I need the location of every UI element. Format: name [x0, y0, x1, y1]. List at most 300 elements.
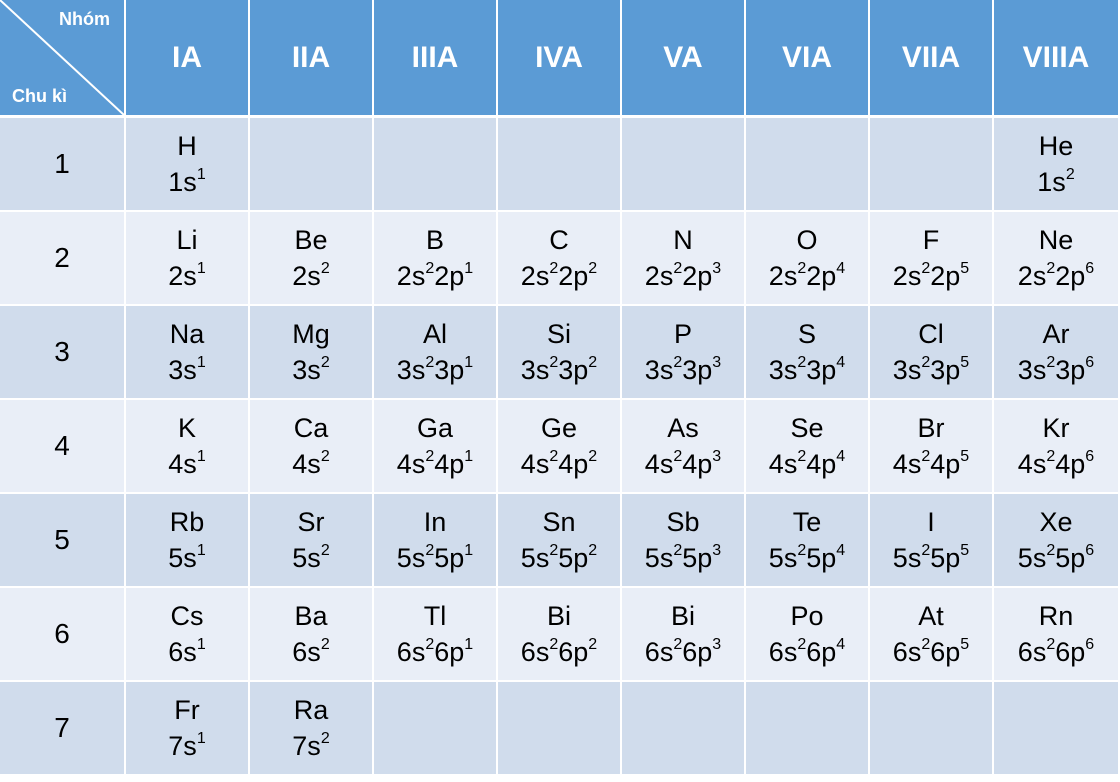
orbital: 4p: [558, 449, 589, 479]
element-cell: [994, 118, 1118, 210]
element-cell: [250, 306, 372, 398]
orbital: 2p: [806, 261, 837, 291]
element-cell: [622, 588, 744, 680]
empty-cell: [250, 118, 372, 210]
electron-count: 2: [549, 354, 559, 371]
orbital: 7s: [168, 731, 197, 761]
orbital: 7s: [292, 731, 321, 761]
element-cell: [622, 400, 744, 492]
element-symbol: N: [673, 225, 693, 255]
electron-configuration: [769, 446, 845, 482]
electron-count: 2: [1065, 166, 1075, 183]
electron-count: 2: [320, 636, 330, 653]
orbital: 5s: [644, 543, 674, 573]
element-cell: [374, 494, 496, 586]
empty-cell: [994, 682, 1118, 774]
electron-count: 2: [588, 260, 598, 277]
electron-count: 6: [1085, 542, 1095, 559]
electron-count: 2: [1046, 260, 1056, 277]
electron-configuration: [1018, 258, 1094, 294]
electron-count: 2: [1046, 448, 1056, 465]
electron-count: 2: [549, 448, 559, 465]
electron-count: 2: [320, 260, 330, 277]
orbital: 4p: [806, 449, 837, 479]
electron-count: 2: [1046, 354, 1056, 371]
element-cell: [498, 400, 620, 492]
electron-count: 2: [549, 636, 559, 653]
element-symbol: Li: [176, 225, 198, 255]
element-cell: [746, 588, 868, 680]
orbital: 5p: [682, 543, 713, 573]
orbital: 5s: [768, 543, 798, 573]
electron-count: 2: [320, 542, 330, 559]
orbital: 3s: [292, 355, 321, 385]
element-symbol: Ca: [293, 413, 329, 443]
element-cell: [870, 588, 992, 680]
element-symbol: Cs: [170, 601, 204, 631]
period-label: 2: [0, 212, 124, 304]
electron-configuration: [168, 728, 205, 764]
electron-count: 1: [196, 542, 206, 559]
orbital: 6s: [1017, 637, 1047, 667]
element-cell: [374, 306, 496, 398]
orbital: 6s: [396, 637, 426, 667]
orbital: 4p: [682, 449, 713, 479]
electron-count: 2: [797, 636, 807, 653]
element-symbol: Sn: [542, 507, 576, 537]
element-cell: [374, 588, 496, 680]
electron-count: 2: [797, 448, 807, 465]
orbital: 3p: [806, 355, 837, 385]
electron-count: 2: [588, 448, 598, 465]
electron-count: 5: [960, 448, 970, 465]
period-label: 1: [0, 118, 124, 210]
element-cell: [994, 588, 1118, 680]
group-header-viia: VIIA: [870, 0, 992, 115]
electron-configuration: [1018, 634, 1094, 670]
electron-count: 6: [1085, 260, 1095, 277]
element-cell: [870, 400, 992, 492]
electron-count: 2: [797, 542, 807, 559]
orbital: 3s: [768, 355, 798, 385]
element-symbol: Bi: [670, 601, 695, 631]
element-symbol: P: [673, 319, 692, 349]
orbital: 2s: [292, 261, 321, 291]
electron-count: 4: [836, 354, 846, 371]
electron-configuration: [292, 634, 329, 670]
orbital: 2p: [434, 261, 465, 291]
element-symbol: Ba: [294, 601, 328, 631]
electron-configuration: [645, 352, 721, 388]
element-symbol: Ge: [540, 413, 578, 443]
empty-cell: [622, 118, 744, 210]
orbital: 2s: [644, 261, 674, 291]
orbital: 6s: [644, 637, 674, 667]
orbital: 5p: [434, 543, 465, 573]
orbital: 2s: [396, 261, 426, 291]
electron-count: 2: [425, 636, 435, 653]
element-symbol: He: [1038, 131, 1074, 161]
orbital: 2s: [768, 261, 798, 291]
electron-count: 1: [196, 166, 206, 183]
electron-configuration: [769, 540, 845, 576]
electron-configuration: [893, 258, 969, 294]
electron-count: 2: [425, 448, 435, 465]
period-label: 5: [0, 494, 124, 586]
element-cell: [870, 306, 992, 398]
electron-count: 1: [464, 636, 474, 653]
electron-configuration: [769, 634, 845, 670]
electron-configuration: [769, 258, 845, 294]
orbital: 5p: [806, 543, 837, 573]
electron-count: 2: [673, 260, 683, 277]
orbital: 4s: [168, 449, 197, 479]
electron-count: 1: [196, 448, 206, 465]
electron-configuration: [645, 540, 721, 576]
electron-count: 2: [673, 636, 683, 653]
electron-configuration: [292, 540, 329, 576]
empty-cell: [374, 682, 496, 774]
orbital: 4p: [1055, 449, 1086, 479]
empty-cell: [498, 118, 620, 210]
element-symbol: O: [796, 225, 818, 255]
orbital: 2s: [520, 261, 550, 291]
element-cell: [126, 400, 248, 492]
element-cell: [994, 400, 1118, 492]
electron-count: 2: [797, 354, 807, 371]
orbital: 3s: [168, 355, 197, 385]
orbital: 5s: [168, 543, 197, 573]
period-label: 3: [0, 306, 124, 398]
electron-count: 5: [960, 354, 970, 371]
orbital: 6s: [768, 637, 798, 667]
electron-configuration: [521, 446, 597, 482]
electron-configuration: [769, 352, 845, 388]
element-symbol: Sb: [666, 507, 700, 537]
electron-count: 5: [960, 542, 970, 559]
orbital: 2s: [892, 261, 922, 291]
group-header-iiia: IIIA: [374, 0, 496, 115]
electron-count: 4: [836, 542, 846, 559]
empty-cell: [374, 118, 496, 210]
orbital: 2p: [558, 261, 589, 291]
electron-configuration: [168, 352, 205, 388]
element-symbol: Ga: [416, 413, 454, 443]
element-cell: [870, 212, 992, 304]
empty-cell: [746, 118, 868, 210]
orbital: 2p: [1055, 261, 1086, 291]
corner-header: [0, 0, 124, 115]
orbital: 5p: [558, 543, 589, 573]
element-cell: [622, 212, 744, 304]
empty-cell: [870, 118, 992, 210]
element-cell: [746, 400, 868, 492]
orbital: 4s: [1017, 449, 1047, 479]
electron-count: 1: [464, 542, 474, 559]
orbital: 2s: [1017, 261, 1047, 291]
electron-count: 1: [464, 354, 474, 371]
orbital: 6p: [558, 637, 589, 667]
element-symbol: As: [667, 413, 699, 443]
orbital: 4s: [892, 449, 922, 479]
element-cell: [374, 400, 496, 492]
element-symbol: Cl: [918, 319, 944, 349]
electron-count: 4: [836, 448, 846, 465]
electron-count: 6: [1085, 354, 1095, 371]
element-cell: [250, 400, 372, 492]
orbital: 3p: [558, 355, 589, 385]
group-corner-label: Nhóm: [59, 9, 110, 29]
orbital: 6p: [682, 637, 713, 667]
group-header-iva: IVA: [498, 0, 620, 115]
electron-configuration: [1018, 352, 1094, 388]
orbital: 3p: [682, 355, 713, 385]
element-cell: [498, 588, 620, 680]
electron-count: 2: [588, 542, 598, 559]
electron-count: 2: [588, 354, 598, 371]
electron-configuration: [1018, 446, 1094, 482]
electron-count: 2: [549, 542, 559, 559]
electron-count: 1: [464, 260, 474, 277]
orbital: 5s: [520, 543, 550, 573]
element-symbol: S: [797, 319, 816, 349]
element-symbol: In: [423, 507, 447, 537]
orbital: 6p: [434, 637, 465, 667]
element-symbol: B: [425, 225, 444, 255]
element-cell: [498, 212, 620, 304]
element-cell: [374, 212, 496, 304]
element-cell: [994, 306, 1118, 398]
orbital: 4s: [644, 449, 674, 479]
element-symbol: F: [922, 225, 940, 255]
element-cell: [250, 494, 372, 586]
electron-configuration: [397, 446, 473, 482]
electron-count: 2: [320, 730, 330, 747]
electron-count: 2: [425, 260, 435, 277]
electron-count: 4: [836, 260, 846, 277]
orbital: 4p: [434, 449, 465, 479]
electron-count: 2: [797, 260, 807, 277]
element-symbol: Se: [790, 413, 824, 443]
element-cell: [126, 588, 248, 680]
electron-configuration: [397, 540, 473, 576]
orbital: 6s: [520, 637, 550, 667]
electron-count: 2: [549, 260, 559, 277]
element-symbol: Ra: [293, 695, 329, 725]
element-symbol: Na: [169, 319, 205, 349]
element-symbol: Mg: [292, 319, 330, 349]
electron-configuration: [168, 540, 205, 576]
electron-count: 2: [425, 542, 435, 559]
orbital: 5s: [396, 543, 426, 573]
element-symbol: Te: [792, 507, 822, 537]
electron-configuration: [292, 258, 329, 294]
element-symbol: Sr: [297, 507, 325, 537]
element-symbol: I: [927, 507, 935, 537]
electron-count: 2: [921, 260, 931, 277]
electron-configuration: [397, 634, 473, 670]
electron-configuration: [521, 540, 597, 576]
electron-configuration: [168, 634, 205, 670]
orbital: 6p: [930, 637, 961, 667]
element-cell: [126, 306, 248, 398]
electron-configuration: [292, 352, 329, 388]
element-cell: [126, 118, 248, 210]
orbital: 1s: [168, 167, 197, 197]
electron-configuration: [893, 352, 969, 388]
element-symbol: Tl: [423, 601, 447, 631]
element-cell: [994, 494, 1118, 586]
element-symbol: H: [177, 131, 197, 161]
element-cell: [126, 212, 248, 304]
electron-count: 2: [1046, 636, 1056, 653]
period-label: 7: [0, 682, 124, 774]
element-cell: [870, 494, 992, 586]
electron-count: 2: [425, 354, 435, 371]
orbital: 6s: [892, 637, 922, 667]
element-cell: [126, 682, 248, 774]
element-cell: [622, 494, 744, 586]
electron-count: 2: [921, 542, 931, 559]
empty-cell: [870, 682, 992, 774]
period-label: 4: [0, 400, 124, 492]
electron-count: 5: [960, 636, 970, 653]
orbital: 6p: [806, 637, 837, 667]
element-symbol: Po: [790, 601, 824, 631]
electron-configuration: [521, 634, 597, 670]
orbital: 3p: [434, 355, 465, 385]
orbital: 6s: [168, 637, 197, 667]
element-cell: [746, 306, 868, 398]
element-symbol: Rb: [169, 507, 205, 537]
period-corner-label: Chu kì: [12, 86, 68, 106]
element-cell: [746, 212, 868, 304]
electron-configuration: [893, 540, 969, 576]
orbital: 4s: [520, 449, 550, 479]
electron-count: 3: [712, 636, 722, 653]
element-symbol: Rn: [1038, 601, 1074, 631]
electron-count: 3: [712, 542, 722, 559]
orbital: 5p: [1055, 543, 1086, 573]
orbital: 3s: [520, 355, 550, 385]
electron-count: 1: [196, 260, 206, 277]
electron-count: 2: [320, 354, 330, 371]
electron-configuration: [893, 446, 969, 482]
element-cell: [994, 212, 1118, 304]
electron-configuration: [292, 446, 329, 482]
orbital: 6s: [292, 637, 321, 667]
element-symbol: Al: [422, 319, 447, 349]
orbital: 5s: [892, 543, 922, 573]
electron-count: 1: [196, 730, 206, 747]
element-symbol: Fr: [174, 695, 200, 725]
electron-configuration: [168, 258, 205, 294]
group-header-iia: IIA: [250, 0, 372, 115]
electron-count: 2: [673, 354, 683, 371]
electron-count: 5: [960, 260, 970, 277]
group-header-va: VA: [622, 0, 744, 115]
electron-count: 2: [673, 542, 683, 559]
electron-count: 3: [712, 448, 722, 465]
element-cell: [250, 212, 372, 304]
empty-cell: [746, 682, 868, 774]
electron-configuration: [1018, 540, 1094, 576]
electron-count: 1: [196, 354, 206, 371]
orbital: 3s: [396, 355, 426, 385]
element-cell: [498, 306, 620, 398]
electron-configuration: [168, 164, 205, 200]
element-symbol: K: [177, 413, 196, 443]
orbital: 1s: [1037, 167, 1066, 197]
element-symbol: Xe: [1039, 507, 1073, 537]
element-cell: [250, 588, 372, 680]
empty-cell: [498, 682, 620, 774]
electron-configuration: [397, 258, 473, 294]
orbital: 4s: [768, 449, 798, 479]
electron-configuration: [521, 352, 597, 388]
element-symbol: Br: [917, 413, 945, 443]
element-symbol: Kr: [1042, 413, 1070, 443]
electron-configuration: [645, 258, 721, 294]
orbital: 2p: [682, 261, 713, 291]
orbital: 2p: [930, 261, 961, 291]
electron-configuration: [645, 634, 721, 670]
electron-count: 6: [1085, 448, 1095, 465]
electron-count: 6: [1085, 636, 1095, 653]
electron-count: 2: [588, 636, 598, 653]
element-cell: [746, 494, 868, 586]
element-symbol: Bi: [546, 601, 571, 631]
electron-configuration: [645, 446, 721, 482]
element-symbol: C: [549, 225, 569, 255]
electron-count: 1: [196, 636, 206, 653]
orbital: 6p: [1055, 637, 1086, 667]
orbital: 2s: [168, 261, 197, 291]
electron-count: 2: [1046, 542, 1056, 559]
period-label: 6: [0, 588, 124, 680]
electron-count: 2: [921, 636, 931, 653]
electron-count: 2: [921, 448, 931, 465]
element-cell: [126, 494, 248, 586]
orbital: 5s: [1017, 543, 1047, 573]
electron-configuration: [397, 352, 473, 388]
element-cell: [498, 494, 620, 586]
electron-count: 3: [712, 260, 722, 277]
element-symbol: Ar: [1042, 319, 1070, 349]
electron-count: 1: [464, 448, 474, 465]
orbital: 3p: [930, 355, 961, 385]
group-header-ia: IA: [126, 0, 248, 115]
electron-configuration: [1037, 164, 1074, 200]
element-cell: [622, 306, 744, 398]
group-header-via: VIA: [746, 0, 868, 115]
orbital: 5p: [930, 543, 961, 573]
orbital: 3p: [1055, 355, 1086, 385]
electron-count: 2: [320, 448, 330, 465]
electron-count: 2: [921, 354, 931, 371]
orbital: 4p: [930, 449, 961, 479]
empty-cell: [622, 682, 744, 774]
electron-configuration: [521, 258, 597, 294]
electron-configuration: [292, 728, 329, 764]
element-symbol: Be: [294, 225, 328, 255]
electron-configuration: [168, 446, 205, 482]
electron-count: 4: [836, 636, 846, 653]
orbital: 3s: [892, 355, 922, 385]
orbital: 5s: [292, 543, 321, 573]
orbital: 4s: [292, 449, 321, 479]
element-symbol: Si: [546, 319, 571, 349]
